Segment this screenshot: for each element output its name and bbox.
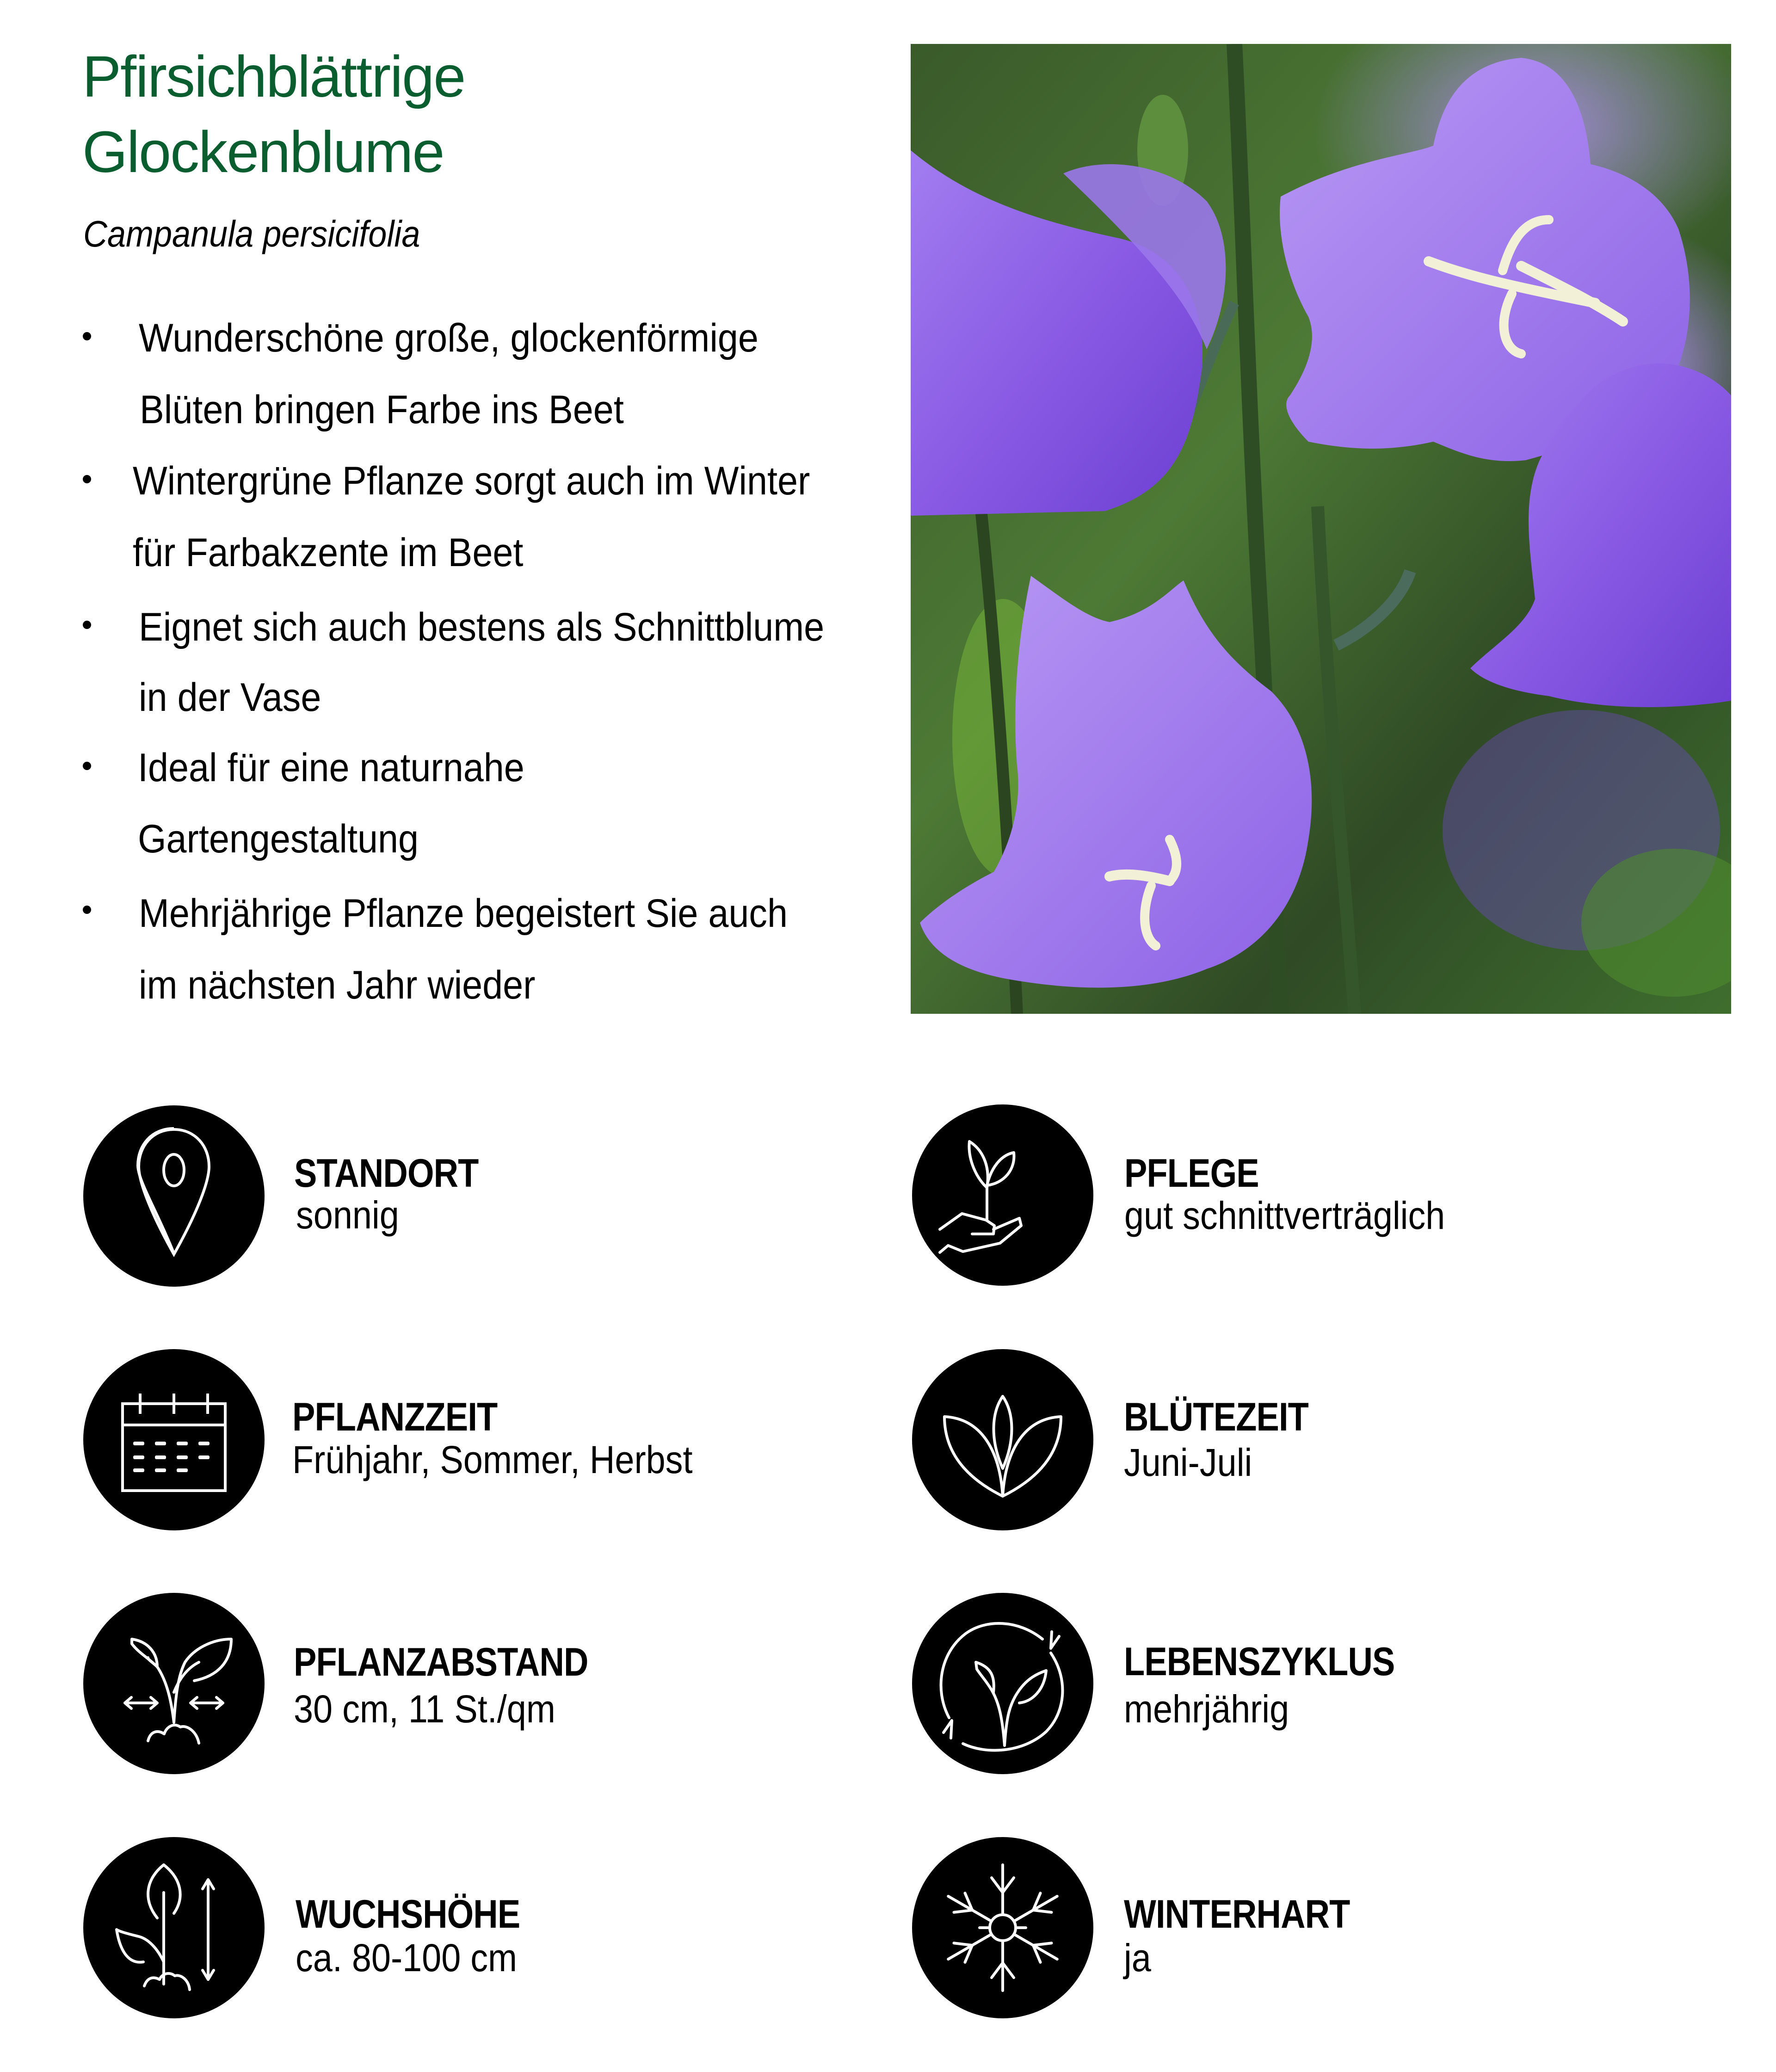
attribute-value: 30 cm, 11 St./qm <box>294 1687 555 1731</box>
plant-height-icon <box>83 1837 265 2018</box>
feature-text-line: Eignet sich auch bestens als Schnittblume <box>139 605 825 649</box>
feature-text-line: Wunderschöne große, glockenförmige <box>139 316 758 360</box>
attribute-label: BLÜTEZEIT <box>1124 1395 1309 1439</box>
attribute-label: PFLEGE <box>1124 1151 1259 1196</box>
attribute-value: Frühjahr, Sommer, Herbst <box>292 1438 693 1481</box>
attribute-value: Juni-Juli <box>1124 1441 1252 1484</box>
sprout-spacing-icon <box>83 1593 265 1774</box>
bullet-icon <box>83 762 91 770</box>
bullet-icon <box>83 332 91 340</box>
feature-text-line: Mehrjährige Pflanze begeistert Sie auch <box>139 891 788 936</box>
feature-text-line: im nächsten Jahr wieder <box>139 963 536 1007</box>
snowflake-icon <box>912 1837 1093 2018</box>
bullet-icon <box>83 906 91 914</box>
lotus-flower-icon <box>912 1349 1093 1530</box>
hand-sprout-icon <box>912 1104 1093 1286</box>
attribute-value: ja <box>1124 1936 1151 1980</box>
attribute-value: sonnig <box>296 1193 399 1237</box>
attribute-label: STANDORT <box>294 1151 479 1196</box>
feature-text-line: Gartengestaltung <box>138 817 419 861</box>
bullet-icon <box>83 475 91 483</box>
lifecycle-sprout-icon <box>912 1593 1093 1774</box>
bullet-icon <box>83 621 91 629</box>
attribute-label: WUCHSHÖHE <box>296 1892 520 1936</box>
attribute-label: LEBENSZYKLUS <box>1124 1640 1395 1684</box>
attribute-value: gut schnittverträglich <box>1124 1194 1445 1237</box>
attribute-value: ca. 80-100 cm <box>296 1936 518 1980</box>
attribute-label: PFLANZZEIT <box>292 1395 498 1439</box>
latin-name: Campanula persicifolia <box>83 213 420 254</box>
feature-text-line: Blüten bringen Farbe ins Beet <box>140 388 624 432</box>
calendar-icon <box>83 1349 265 1530</box>
feature-text-line: in der Vase <box>139 675 321 720</box>
feature-text-line: für Farbakzente im Beet <box>133 530 524 575</box>
product-photo <box>911 44 1731 1014</box>
attribute-label: PFLANZABSTAND <box>294 1640 588 1684</box>
feature-text-line: Ideal für eine naturnahe <box>138 746 524 790</box>
title-line-2: Glockenblume <box>82 119 444 185</box>
attribute-value: mehrjährig <box>1124 1687 1289 1731</box>
title-line-1: Pfirsichblättrige <box>82 44 465 109</box>
map-pin-icon <box>83 1105 265 1287</box>
feature-text-line: Wintergrüne Pflanze sorgt auch im Winter <box>133 459 810 503</box>
attribute-label: WINTERHART <box>1124 1892 1350 1936</box>
